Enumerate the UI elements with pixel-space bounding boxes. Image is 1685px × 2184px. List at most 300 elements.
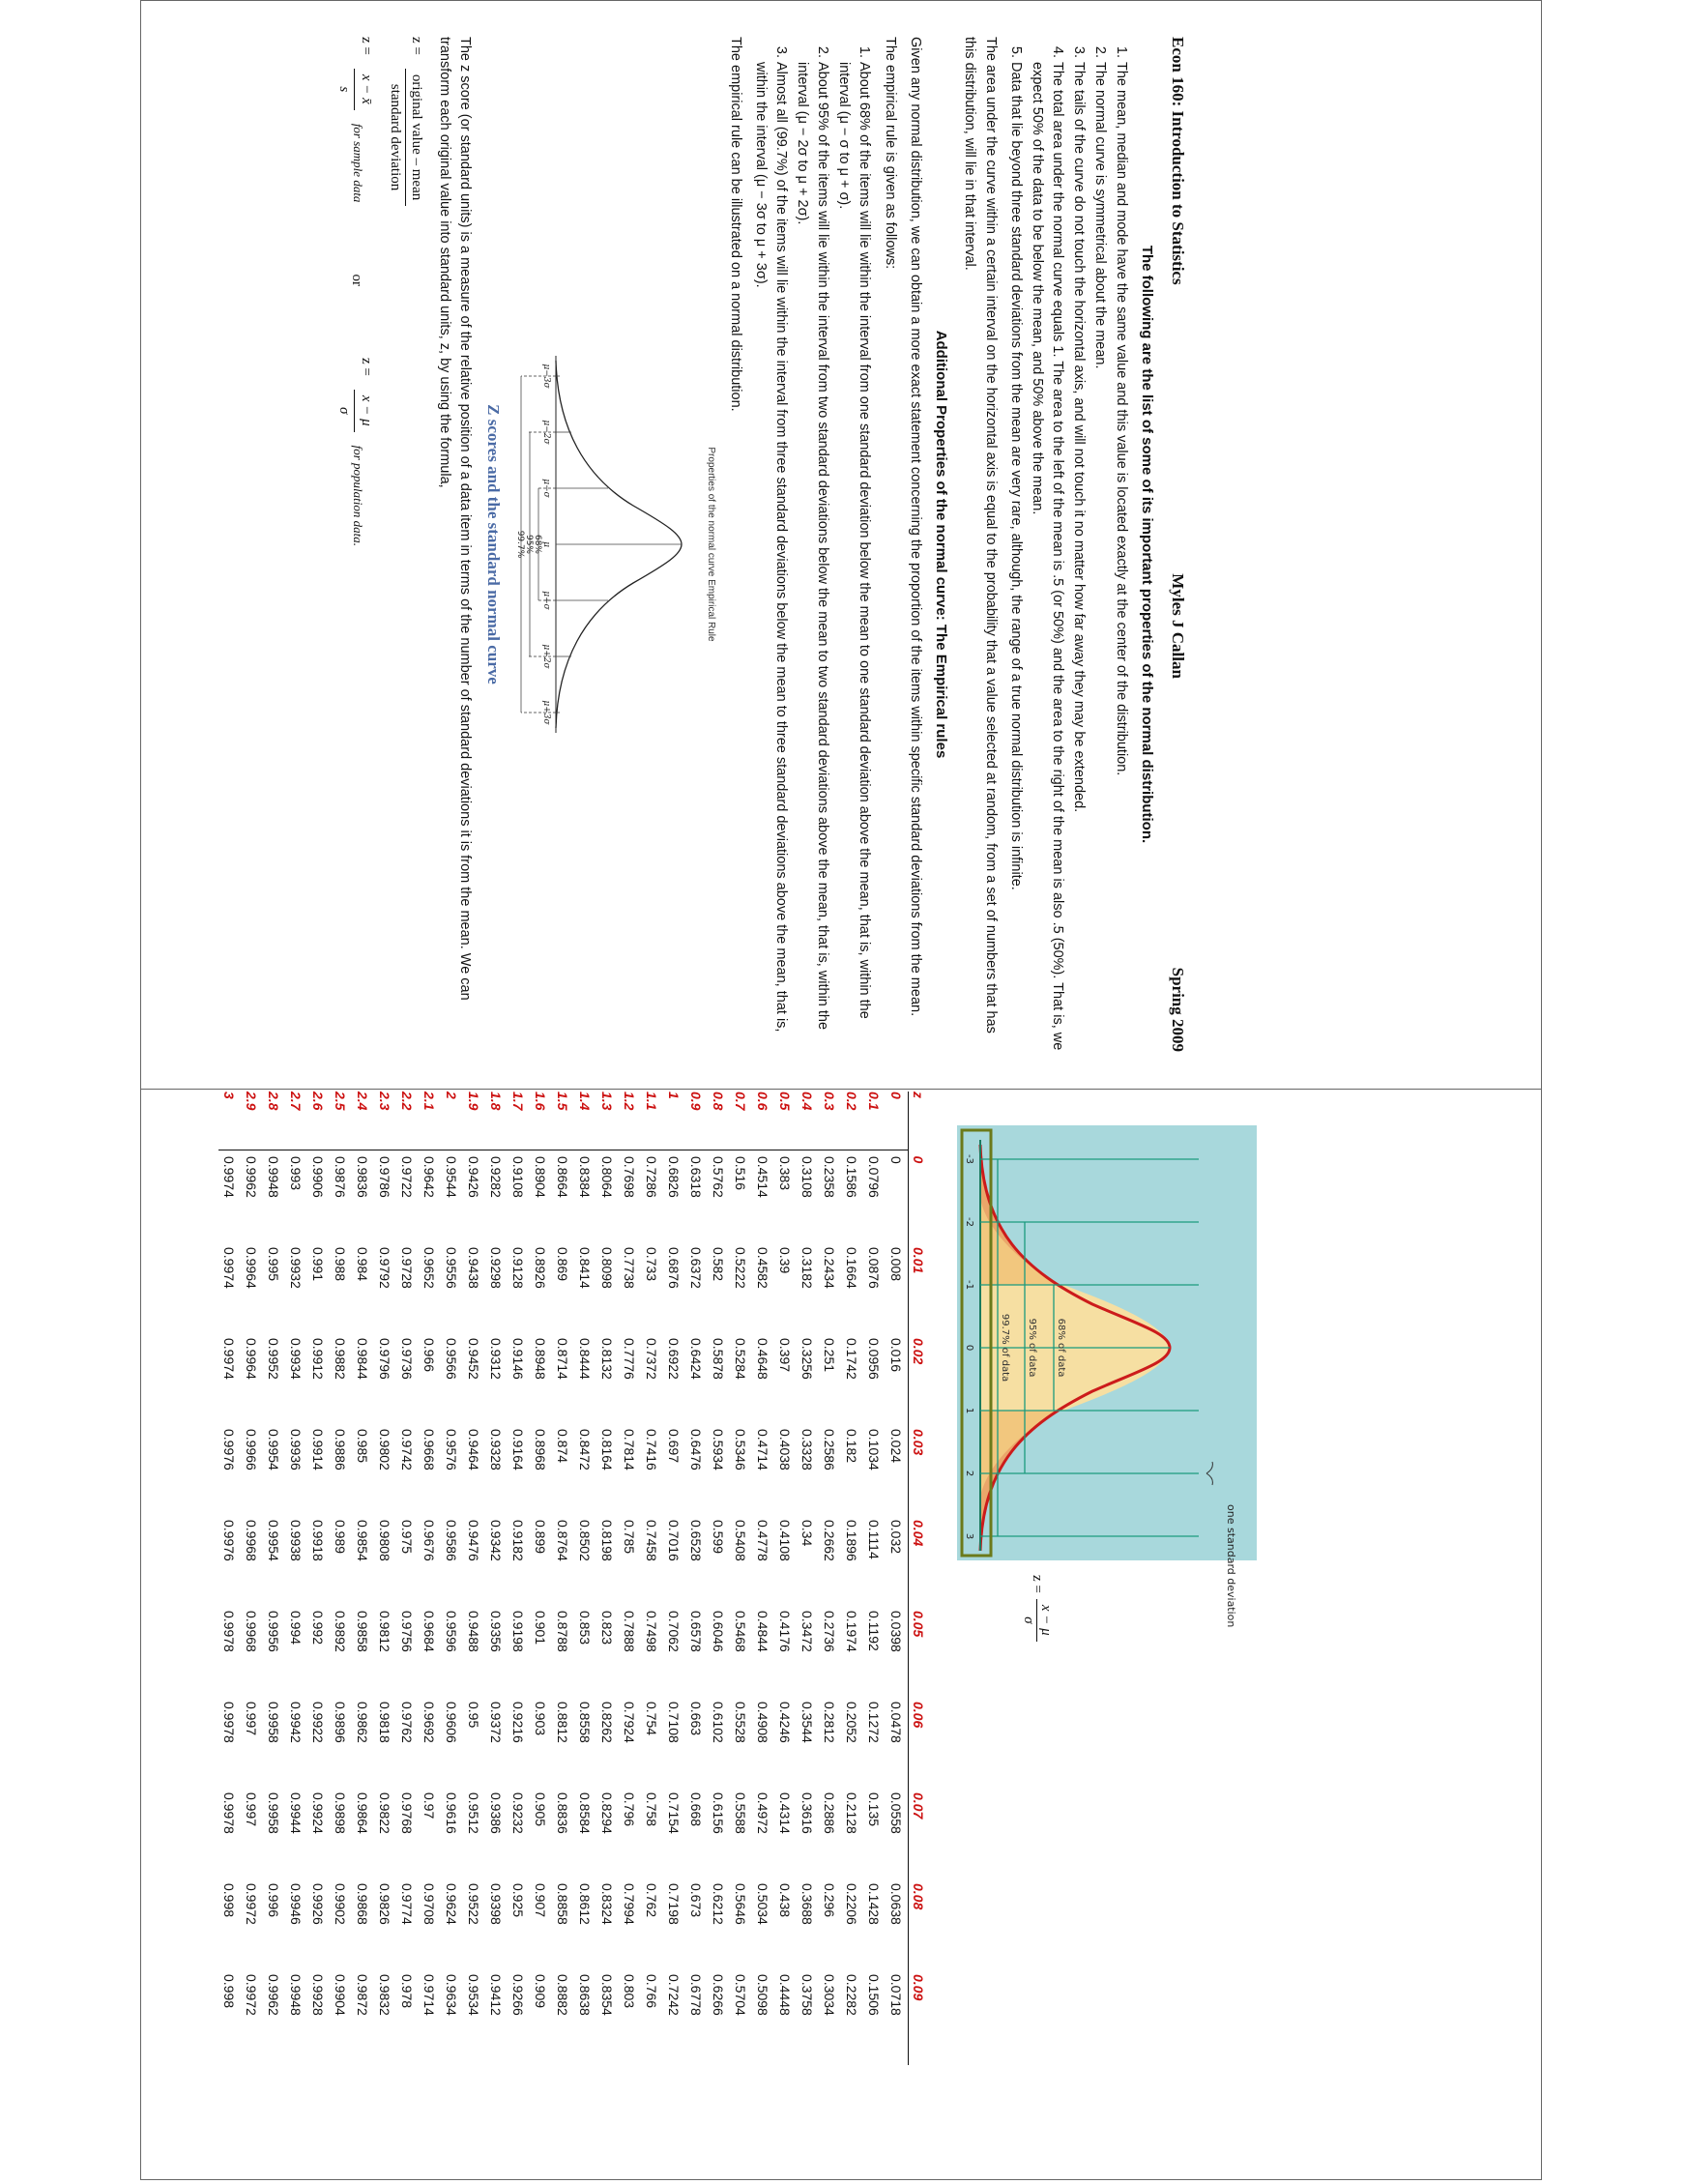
z-formula <box>1020 1575 1054 1642</box>
table-cell: 0.8414 <box>577 1247 594 1289</box>
table-cell: 0.8558 <box>577 1702 594 1743</box>
table-cell: 0.901 <box>533 1611 549 1645</box>
column-header: 0.04 <box>909 1520 929 1611</box>
z-value-cell: 2.8 <box>266 1092 282 1111</box>
table-cell: 0.9822 <box>377 1792 393 1834</box>
z-value-cell: 0.8 <box>711 1092 727 1111</box>
tick-label: μ−3σ <box>541 364 552 389</box>
table-row <box>241 1092 263 2065</box>
or-text: or <box>348 274 364 286</box>
table-cell: 0.9912 <box>310 1338 327 1380</box>
axis-tick: 0 <box>964 1344 974 1352</box>
table-cell: 0.8948 <box>533 1338 549 1380</box>
table-cell: 0.984 <box>355 1247 371 1282</box>
table-cell: 0.8384 <box>574 1150 596 1248</box>
table-cell: 0.383 <box>774 1150 797 1248</box>
table-cell: 0.9642 <box>419 1150 441 1248</box>
table-cell: 0.9832 <box>377 1974 393 2016</box>
table-cell: 0.9298 <box>488 1247 505 1289</box>
table-cell: 0.9902 <box>333 1883 349 1925</box>
table-cell: 0.3758 <box>799 1974 816 2016</box>
table-cell: 0.9966 <box>244 1429 260 1471</box>
table-cell: 0.992 <box>310 1611 327 1645</box>
table-cell: 0.5468 <box>733 1611 749 1652</box>
empirical-intro: The empirical rule is given as follows: <box>882 37 898 270</box>
table-cell: 0.135 <box>866 1792 883 1827</box>
table-cell: 0.9962 <box>241 1150 263 1248</box>
table-cell: 0.3544 <box>799 1702 816 1743</box>
denominator: s <box>336 86 353 93</box>
table-cell: 0.9938 <box>288 1520 305 1561</box>
table-cell: 0.3688 <box>799 1883 816 1925</box>
table-cell: 0.8858 <box>555 1883 571 1925</box>
z-value-cell: 2.2 <box>399 1092 416 1111</box>
table-cell: 0.1192 <box>866 1611 883 1651</box>
table-cell: 0.9858 <box>355 1611 371 1652</box>
z-value-cell: 0.6 <box>755 1092 771 1111</box>
table-cell: 0.7776 <box>622 1338 638 1380</box>
table-row <box>485 1092 508 2065</box>
table-cell: 0.762 <box>644 1883 660 1918</box>
table-cell: 0.7888 <box>622 1611 638 1652</box>
table-row <box>352 1092 374 2065</box>
table-cell: 0.9954 <box>266 1429 282 1471</box>
table-cell: 0.9904 <box>333 1974 349 2016</box>
table-cell: 0.869 <box>555 1247 571 1282</box>
table-cell: 0.4448 <box>777 1974 794 2016</box>
course-title: Econ 160: Introduction to Statistics <box>1169 37 1187 285</box>
z-value-cell: 0 <box>888 1092 905 1099</box>
table-cell: 0.9918 <box>310 1520 327 1561</box>
table-cell: 0.9958 <box>266 1792 282 1834</box>
table-cell: 0.9372 <box>488 1702 505 1743</box>
rule-item: 2. About 95% of the items will lie within the interval from two standard deviations below the mean to two standard deviations above the mean, that is, within the interval (μ − 2σ to μ + 2σ). <box>792 62 832 1052</box>
table-cell: 0.997 <box>244 1702 260 1736</box>
table-cell: 0.9128 <box>510 1247 527 1289</box>
table-cell: 0.9978 <box>221 1702 238 1743</box>
table-cell: 0.9972 <box>244 1883 260 1925</box>
table-cell: 0.9708 <box>421 1883 438 1925</box>
table-cell: 0.9232 <box>510 1792 527 1834</box>
table-cell: 0.397 <box>777 1338 794 1373</box>
table-cell: 0.7108 <box>666 1702 683 1743</box>
table-cell: 0.7416 <box>644 1429 660 1471</box>
table-cell: 0.3616 <box>799 1792 816 1834</box>
rule-item: 1. About 68% of the items will lie within the interval from one standard deviation below the mean to one standard deviation above the mean, that is, within the interval (μ − σ to μ + σ). <box>833 62 874 1052</box>
table-cell: 0.4108 <box>777 1520 794 1561</box>
table-cell: 0.909 <box>533 1974 549 2009</box>
table-cell: 0.2812 <box>822 1702 838 1743</box>
table-cell: 0.9976 <box>221 1520 238 1561</box>
table-cell: 0.975 <box>399 1520 416 1555</box>
table-cell: 0.9282 <box>485 1150 508 1248</box>
fraction <box>333 390 376 432</box>
table-cell: 0.668 <box>688 1792 705 1827</box>
table-cell: 0.5934 <box>711 1429 727 1471</box>
table-cell: 0.5408 <box>733 1520 749 1561</box>
table-cell: 0.9926 <box>310 1883 327 1925</box>
table-cell: 0.8968 <box>533 1429 549 1471</box>
table-cell: 0.9356 <box>488 1611 505 1652</box>
z-table-header-row <box>909 1092 929 2065</box>
table-cell: 0.7738 <box>622 1247 638 1289</box>
table-cell: 0.032 <box>888 1520 905 1555</box>
table-cell: 0.9714 <box>421 1974 438 2016</box>
table-cell: 0.1428 <box>866 1883 883 1925</box>
table-cell: 0.5878 <box>711 1338 727 1380</box>
table-cell: 0.989 <box>333 1520 349 1555</box>
table-cell: 0.907 <box>533 1883 549 1918</box>
table-row <box>774 1092 797 2065</box>
z-value-cell: 0.1 <box>866 1092 883 1111</box>
table-row <box>263 1092 285 2065</box>
table-cell: 0.9586 <box>444 1520 460 1561</box>
table-cell: 0.4038 <box>777 1429 794 1471</box>
table-cell: 0.663 <box>688 1702 705 1736</box>
table-cell: 0.0718 <box>888 1974 905 2016</box>
tick-label: μ+3σ <box>541 700 552 725</box>
table-cell: 0.3034 <box>822 1974 838 2016</box>
table-cell: 0.5588 <box>733 1792 749 1834</box>
doc-header <box>1165 37 1189 1052</box>
table-cell: 0.8584 <box>577 1792 594 1834</box>
table-cell: 0.9722 <box>396 1150 419 1248</box>
properties-list <box>1005 37 1131 1052</box>
table-cell: 0.9942 <box>288 1702 305 1743</box>
table-cell: 0.9728 <box>399 1247 416 1289</box>
table-cell: 0.9762 <box>399 1702 416 1743</box>
axis-tick: 3 <box>964 1532 974 1540</box>
table-cell: 0.4176 <box>777 1611 794 1652</box>
table-cell: 0.6876 <box>666 1247 683 1289</box>
table-cell: 0.3182 <box>799 1247 816 1289</box>
table-cell: 0.9818 <box>377 1702 393 1743</box>
denominator: σ <box>336 407 353 415</box>
z-table-page <box>221 1092 1276 2184</box>
additional-title: Additional Properties of the normal curve: The Empirical rules <box>933 330 950 759</box>
table-cell: 0.9742 <box>399 1429 416 1471</box>
table-cell: 0.6372 <box>688 1247 705 1289</box>
table-cell: 0.9342 <box>488 1520 505 1561</box>
z-value-cell: 1.5 <box>555 1092 571 1111</box>
table-cell: 0.905 <box>533 1792 549 1827</box>
table-cell: 0.6046 <box>711 1611 727 1652</box>
z-value-cell: 1.4 <box>577 1092 594 1111</box>
table-row <box>574 1092 596 2065</box>
table-cell: 0.4778 <box>755 1520 771 1561</box>
table-cell: 0.9968 <box>244 1611 260 1652</box>
table-cell: 0.8064 <box>596 1150 619 1248</box>
table-row <box>841 1092 863 2065</box>
table-cell: 0.34 <box>799 1520 816 1547</box>
z-value-cell: 1.8 <box>488 1092 505 1111</box>
table-cell: 0.9108 <box>508 1150 530 1248</box>
table-cell: 0.899 <box>533 1520 549 1555</box>
z-table-body <box>218 1092 909 2065</box>
table-cell: 0.8098 <box>599 1247 616 1289</box>
column-header: 0.05 <box>909 1611 929 1702</box>
table-cell: 0.3108 <box>797 1150 819 1248</box>
table-cell: 0.2662 <box>822 1520 838 1561</box>
table-row <box>307 1092 330 2065</box>
section-title: The following are the list of some of its important properties of the normal distribution. <box>1139 245 1156 844</box>
table-cell: 0.785 <box>622 1520 638 1555</box>
z-value-cell: 2.9 <box>244 1092 260 1111</box>
table-cell: 0.9216 <box>510 1702 527 1743</box>
axis-tick: 1 <box>964 1407 974 1414</box>
table-cell: 0.6528 <box>688 1520 705 1561</box>
table-row <box>596 1092 619 2065</box>
table-cell: 0.9836 <box>352 1150 374 1248</box>
table-row <box>730 1092 752 2065</box>
table-cell: 0.6212 <box>711 1883 727 1925</box>
formula-lhs: z = <box>358 357 374 376</box>
table-cell: 0.9956 <box>266 1611 282 1652</box>
label-sd: one standard deviation <box>1225 1504 1237 1628</box>
rule-item: 3. Almost all (99.7%) of the items will lie within the interval from three standard deviations below the mean to three standard deviations above the mean, that is, within the interval (μ − 3σ to μ + 3σ). <box>750 62 791 1052</box>
table-row <box>685 1092 708 2065</box>
z-value-cell: 2.6 <box>310 1092 327 1111</box>
table-cell: 0.803 <box>622 1974 638 2009</box>
table-cell: 0.9882 <box>333 1338 349 1380</box>
table-row <box>708 1092 730 2065</box>
table-cell: 0.998 <box>221 1974 238 2009</box>
table-cell: 0.9476 <box>466 1520 482 1561</box>
table-cell: 0.8788 <box>555 1611 571 1652</box>
table-cell: 0.997 <box>244 1792 260 1827</box>
table-row <box>752 1092 774 2065</box>
table-cell: 0.9978 <box>221 1792 238 1834</box>
table-cell: 0.9668 <box>421 1429 438 1471</box>
table-cell: 0.3472 <box>799 1611 816 1652</box>
z-value-cell: 1.1 <box>644 1092 660 1111</box>
table-cell: 0.2206 <box>844 1883 860 1925</box>
table-cell: 0.9924 <box>310 1792 327 1834</box>
z-value-cell: 1.3 <box>599 1092 616 1111</box>
table-cell: 0.9796 <box>377 1338 393 1380</box>
z-value-cell: 0.9 <box>688 1092 705 1111</box>
table-cell: 0.9774 <box>399 1883 416 1925</box>
table-cell: 0.9398 <box>488 1883 505 1925</box>
z-scores-title: Z scores and the standard normal curve <box>484 404 504 684</box>
table-cell: 0.9182 <box>510 1520 527 1561</box>
table-cell: 0.4246 <box>777 1702 794 1743</box>
table-cell: 0.5222 <box>733 1247 749 1289</box>
table-row <box>330 1092 352 2065</box>
table-cell: 0.9606 <box>444 1702 460 1743</box>
table-cell: 0.7924 <box>622 1702 638 1743</box>
property-item: 1. The mean, median and mode have the same value and this value is located exactly at the center of the distribution. <box>1111 62 1131 1052</box>
table-cell: 0.7994 <box>622 1883 638 1925</box>
property-item: 5. Data that lie beyond three standard deviations from the mean are very rare, although, the range of a true normal distribution is infinite. <box>1005 62 1026 1052</box>
formula-symbolic <box>333 37 376 1052</box>
table-cell: 0 <box>886 1150 909 1248</box>
table-cell: 0.7814 <box>622 1429 638 1471</box>
table-cell: 0.5704 <box>733 1974 749 2016</box>
table-cell: 0.9978 <box>221 1611 238 1652</box>
fraction <box>384 69 427 206</box>
illustrated-text: The empirical rule can be illustrated on a normal distribution. <box>727 37 743 412</box>
formula-lhs: z = <box>358 37 374 55</box>
table-cell: 0.9164 <box>510 1429 527 1471</box>
z-value-cell: 1.9 <box>466 1092 482 1111</box>
table-cell: 0.8664 <box>552 1150 574 1248</box>
table-cell: 0.9972 <box>244 1974 260 2016</box>
empirical-rules-list <box>750 37 874 1052</box>
formula-note: for sample data <box>350 123 365 203</box>
table-cell: 0.2886 <box>822 1792 838 1834</box>
table-cell: 0.0876 <box>866 1247 883 1289</box>
column-header: 0.02 <box>909 1338 929 1429</box>
axis-tick: -2 <box>964 1217 974 1227</box>
table-cell: 0.9946 <box>288 1883 305 1925</box>
numerator: original value – mean <box>405 69 427 206</box>
table-cell: 0.1506 <box>866 1974 883 2016</box>
tick-label: μ+σ <box>541 591 552 610</box>
table-cell: 0.8324 <box>599 1883 616 1925</box>
table-cell: 0.9934 <box>288 1338 305 1380</box>
table-cell: 0.8882 <box>555 1974 571 2016</box>
table-cell: 0.008 <box>888 1247 905 1282</box>
z-table <box>218 1092 928 2065</box>
table-cell: 0.438 <box>777 1883 794 1918</box>
table-cell: 0.9812 <box>377 1611 393 1652</box>
table-cell: 0.903 <box>533 1702 549 1736</box>
table-cell: 0.993 <box>285 1150 307 1248</box>
table-cell: 0.9522 <box>466 1883 482 1925</box>
table-cell: 0.925 <box>510 1883 527 1918</box>
table-cell: 0.8764 <box>555 1520 571 1561</box>
table-cell: 0.0558 <box>888 1792 905 1834</box>
table-cell: 0.766 <box>644 1974 660 2009</box>
z-column-header: z <box>909 1092 929 1150</box>
table-cell: 0.2434 <box>822 1247 838 1289</box>
table-cell: 0.9944 <box>288 1792 305 1834</box>
table-cell: 0.6102 <box>711 1702 727 1743</box>
property-item: 2. The normal curve is symmetrical about the mean. <box>1089 62 1110 1052</box>
table-cell: 0.5528 <box>733 1702 749 1743</box>
formula-lhs: z = <box>409 37 425 55</box>
z-value-cell: 0.2 <box>844 1092 860 1111</box>
table-cell: 0.016 <box>888 1338 905 1373</box>
table-cell: 0.9328 <box>488 1429 505 1471</box>
column-header: 0.07 <box>909 1792 929 1883</box>
table-cell: 0.9266 <box>510 1974 527 2016</box>
tick-label: μ+2σ <box>541 644 552 669</box>
table-cell: 0.1742 <box>844 1338 860 1380</box>
table-cell: 0.9964 <box>244 1247 260 1289</box>
table-cell: 0.9976 <box>221 1429 238 1471</box>
property-item: 3. The tails of the curve do not touch the horizontal axis, and will not touch it no matter how far away they may be extended. <box>1068 62 1089 1052</box>
table-cell: 0.853 <box>577 1611 594 1645</box>
table-cell: 0.7372 <box>644 1338 660 1380</box>
table-cell: 0.673 <box>688 1883 705 1918</box>
page-divider <box>140 1089 1542 1090</box>
table-cell: 0.2282 <box>844 1974 860 2016</box>
z-value-cell: 0.4 <box>799 1092 816 1111</box>
table-cell: 0.9312 <box>488 1338 505 1380</box>
table-row <box>218 1092 241 2065</box>
table-cell: 0.9948 <box>288 1974 305 2016</box>
fraction <box>1020 1599 1054 1642</box>
table-cell: 0.9974 <box>218 1150 241 1248</box>
table-cell: 0.251 <box>822 1338 838 1373</box>
table-cell: 0.8714 <box>555 1338 571 1380</box>
table-cell: 0.758 <box>644 1792 660 1827</box>
table-cell: 0.998 <box>221 1883 238 1918</box>
denominator: σ <box>1021 1616 1036 1624</box>
table-cell: 0.8612 <box>577 1883 594 1925</box>
z-value-cell: 2.5 <box>333 1092 349 1111</box>
table-cell: 0.9676 <box>421 1520 438 1561</box>
label-95: 95% of data <box>1027 1318 1037 1378</box>
axis-tick: -1 <box>964 1280 974 1290</box>
formula-word <box>384 37 427 1052</box>
table-cell: 0.1896 <box>844 1520 860 1561</box>
table-cell: 0.9872 <box>355 1974 371 2016</box>
table-cell: 0.2586 <box>822 1429 838 1471</box>
table-cell: 0.8812 <box>555 1702 571 1743</box>
table-cell: 0.9862 <box>355 1702 371 1743</box>
area-paragraph: The area under the curve within a certain interval on the horizontal axis is equal to the probability that a value selected at random, from a set of numbers that has this distribution, will lie in that interval. <box>962 37 999 1034</box>
table-cell: 0.4714 <box>755 1429 771 1471</box>
z-value-cell: 1 <box>666 1092 683 1099</box>
table-cell: 0.4582 <box>755 1247 771 1289</box>
table-cell: 0.9438 <box>466 1247 482 1289</box>
table-cell: 0.5034 <box>755 1883 771 1925</box>
table-row <box>619 1092 641 2065</box>
table-row <box>819 1092 841 2065</box>
table-cell: 0.296 <box>822 1883 838 1918</box>
table-cell: 0.0796 <box>863 1150 886 1248</box>
table-cell: 0.6266 <box>711 1974 727 2016</box>
table-row <box>285 1092 307 2065</box>
z-value-cell: 2 <box>444 1092 460 1099</box>
table-cell: 0.733 <box>644 1247 660 1282</box>
table-cell: 0.9198 <box>510 1611 527 1652</box>
table-cell: 0.6318 <box>685 1150 708 1248</box>
table-cell: 0.796 <box>622 1792 638 1827</box>
table-cell: 0.8472 <box>577 1429 594 1471</box>
table-cell: 0.3256 <box>799 1338 816 1380</box>
z-value-cell: 2.4 <box>355 1092 371 1111</box>
column-header: 0.01 <box>909 1247 929 1338</box>
table-cell: 0.9922 <box>310 1702 327 1743</box>
table-cell: 0.7062 <box>666 1611 683 1652</box>
formula-lhs: z = <box>1030 1575 1045 1593</box>
table-cell: 0.9736 <box>399 1338 416 1380</box>
table-row <box>374 1092 396 2065</box>
column-header: 0.08 <box>909 1883 929 1974</box>
table-cell: 0.516 <box>730 1150 752 1248</box>
table-cell: 0.9886 <box>333 1429 349 1471</box>
table-cell: 0.5762 <box>708 1150 730 1248</box>
label-997: 99.7% <box>515 530 526 559</box>
table-cell: 0.4514 <box>752 1150 774 1248</box>
table-cell: 0.9756 <box>399 1611 416 1652</box>
table-cell: 0.9964 <box>244 1338 260 1380</box>
table-cell: 0.9386 <box>488 1792 505 1834</box>
table-row <box>797 1092 819 2065</box>
table-cell: 0.966 <box>421 1338 438 1373</box>
table-cell: 0.8926 <box>533 1247 549 1289</box>
z-value-cell: 1.2 <box>622 1092 638 1111</box>
table-cell: 0.0478 <box>888 1702 905 1743</box>
table-cell: 0.9952 <box>266 1338 282 1380</box>
table-cell: 0.9544 <box>441 1150 463 1248</box>
numerator: x − μ <box>1036 1599 1054 1642</box>
column-header: 0.09 <box>909 1974 929 2065</box>
